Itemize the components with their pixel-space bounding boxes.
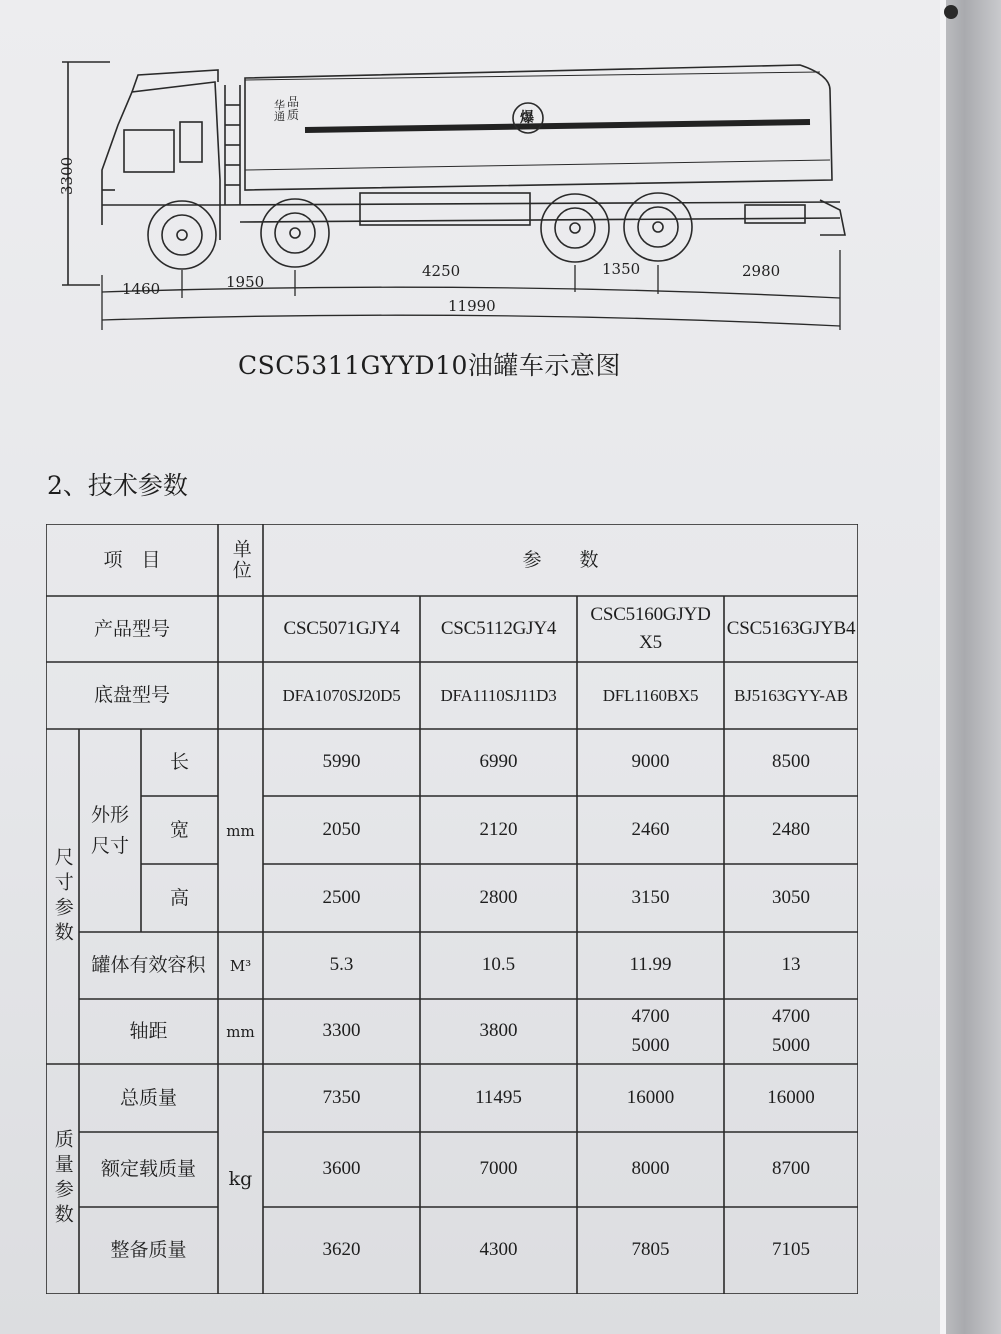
dimension-axle-2-3: 4250 — [422, 262, 461, 280]
tank-volume-4: 13 — [781, 954, 801, 976]
length-3: 9000 — [631, 751, 670, 773]
dimension-axle-1-2: 1950 — [226, 273, 265, 291]
length-1: 5990 — [322, 751, 361, 773]
size-params-group: 尺寸参数 — [51, 846, 74, 947]
total-mass-label: 总质量 — [119, 1086, 177, 1109]
tank-volume-2: 10.5 — [481, 954, 516, 976]
hazard-label: 爆 — [520, 110, 534, 126]
tank-volume-label: 罐体有效容积 — [91, 954, 206, 977]
product-model-2: CSC5112GJY4 — [440, 617, 557, 639]
total-mass-3: 16000 — [626, 1086, 675, 1108]
wheelbase-label: 轴距 — [129, 1020, 168, 1043]
curb-mass-3: 7805 — [631, 1239, 670, 1261]
total-mass-1: 7350 — [322, 1086, 361, 1108]
dimension-total-length: 11990 — [448, 297, 496, 315]
width-4: 2480 — [772, 818, 810, 840]
dimension-axle-3-4: 1350 — [602, 260, 641, 278]
curb-mass-2: 4300 — [479, 1239, 518, 1261]
height-4: 3050 — [772, 886, 810, 908]
figure-caption: CSC5311GYYD10油罐车示意图 — [238, 351, 621, 380]
length-2: 6990 — [479, 751, 518, 773]
wheelbase-4: 4700 5000 — [772, 1006, 810, 1056]
tank-logo: 华 通 — [274, 99, 285, 123]
tank-volume-unit: M³ — [229, 956, 252, 975]
product-model-4: CSC5163GJYB4 — [726, 617, 856, 639]
book-spine — [940, 0, 1001, 1334]
outer-dimensions-group: 外形尺寸 — [91, 804, 130, 857]
mass-params-group: 质量参数 — [51, 1129, 74, 1229]
total-mass-4: 16000 — [767, 1086, 815, 1108]
rated-load-3: 8000 — [631, 1158, 670, 1180]
dimension-front-overhang: 1460 — [122, 280, 161, 298]
wheelbase-unit: mm — [226, 1022, 255, 1041]
chassis-model-label: 底盘型号 — [93, 684, 170, 707]
header-params: 参 数 — [522, 548, 599, 571]
chassis-model-1: DFA1070SJ20D5 — [282, 685, 401, 705]
width-2: 2120 — [479, 818, 518, 840]
mass-unit: kg — [228, 1167, 253, 1190]
product-model-1: CSC5071GJY4 — [283, 617, 400, 639]
section-title: 2、技术参数 — [47, 471, 188, 500]
tank-volume-3: 11.99 — [629, 954, 672, 976]
spine-mark — [944, 5, 958, 19]
curb-mass-label: 整备质量 — [110, 1239, 187, 1262]
technical-parameters-table — [46, 524, 858, 1294]
height-1: 2500 — [322, 886, 361, 908]
rated-load-1: 3600 — [322, 1158, 361, 1180]
tank-volume-1: 5.3 — [329, 954, 354, 976]
width-3: 2460 — [631, 818, 670, 840]
product-model-3: CSC5160GJYD X5 — [590, 603, 711, 653]
dimension-height: 3300 — [58, 156, 76, 195]
header-item: 项 目 — [103, 548, 161, 571]
rated-load-2: 7000 — [479, 1158, 518, 1180]
chassis-model-2: DFA1110SJ11D3 — [440, 685, 557, 705]
rated-load-label: 额定载质量 — [100, 1158, 196, 1181]
rated-load-4: 8700 — [772, 1158, 810, 1180]
tanker-truck-drawing — [40, 30, 900, 330]
length-label: 长 — [169, 751, 189, 774]
total-mass-2: 11495 — [475, 1086, 522, 1108]
wheelbase-1: 3300 — [322, 1020, 361, 1042]
chassis-model-4: BJ5163GYY-AB — [734, 685, 848, 705]
chassis-model-3: DFL1160BX5 — [602, 685, 699, 705]
dimension-rear-overhang: 2980 — [742, 262, 781, 280]
height-2: 2800 — [479, 886, 518, 908]
tank-logo-text: 品 质 — [287, 95, 300, 122]
wheelbase-2: 3800 — [479, 1020, 518, 1042]
width-1: 2050 — [322, 818, 361, 840]
width-label: 宽 — [169, 818, 189, 841]
height-label: 高 — [169, 886, 189, 909]
length-4: 8500 — [772, 751, 810, 773]
truck-side-view — [40, 30, 900, 330]
height-3: 3150 — [631, 886, 670, 908]
product-model-label: 产品型号 — [93, 617, 170, 640]
curb-mass-1: 3620 — [322, 1239, 361, 1261]
header-unit: 单位 — [229, 539, 252, 581]
wheelbase-3: 4700 5000 — [631, 1006, 670, 1056]
curb-mass-4: 7105 — [772, 1239, 810, 1261]
outer-dim-unit: mm — [226, 821, 255, 840]
